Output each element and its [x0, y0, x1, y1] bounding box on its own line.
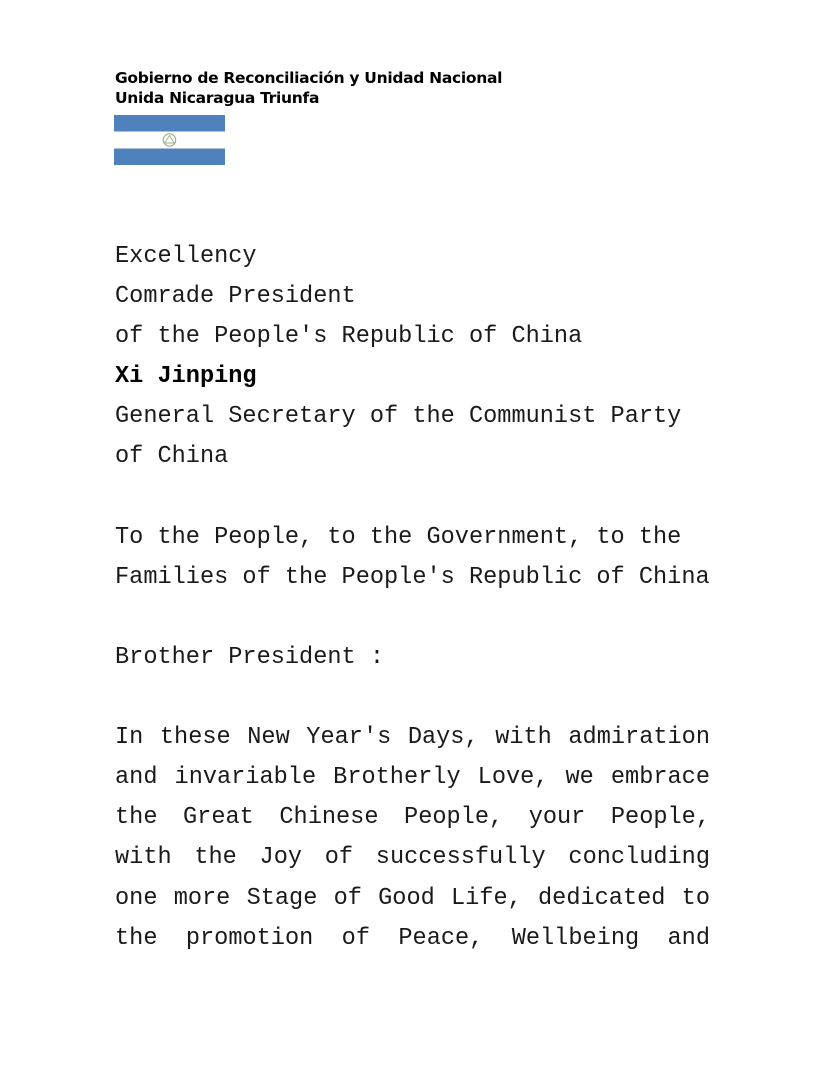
- letterhead-line-2: Unida Nicaragua Triunfa: [115, 89, 320, 107]
- letterhead: [115, 68, 502, 108]
- nicaragua-flag-icon: [114, 115, 225, 165]
- recipient-title-line-2: of China: [115, 443, 229, 471]
- address-line-3: of the People's Republic of China: [115, 323, 583, 351]
- paragraph-line-1: In these New Year's Days, with admiration: [115, 724, 710, 752]
- paragraph-line-4: with the Joy of successfully concluding: [115, 844, 710, 872]
- spacer: [115, 478, 710, 518]
- recipient-title-line-1: General Secretary of the Communist Party: [115, 403, 682, 431]
- to-line-1: To the People, to the Government, to the: [115, 523, 682, 551]
- letterhead-line-1: Gobierno de Reconciliación y Unidad Nacional: [115, 69, 503, 87]
- salutation: Brother President :: [115, 643, 385, 671]
- paragraph-line-5: one more Stage of Good Life, dedicated to: [115, 884, 710, 912]
- spacer: [115, 678, 710, 718]
- paragraph-line-2: and invariable Brotherly Love, we embrace: [115, 764, 710, 792]
- paragraph-line-3: the Great Chinese People, your People,: [115, 804, 710, 832]
- address-line-1: Excellency: [115, 243, 257, 270]
- letter-body: [115, 237, 710, 959]
- to-line-2: Families of the People's Republic of China: [115, 563, 710, 591]
- spacer: [115, 598, 710, 638]
- recipient-name: Xi Jinping: [115, 363, 257, 391]
- paragraph-line-6: the promotion of Peace, Wellbeing and: [115, 924, 710, 952]
- address-line-2: Comrade President: [115, 283, 356, 311]
